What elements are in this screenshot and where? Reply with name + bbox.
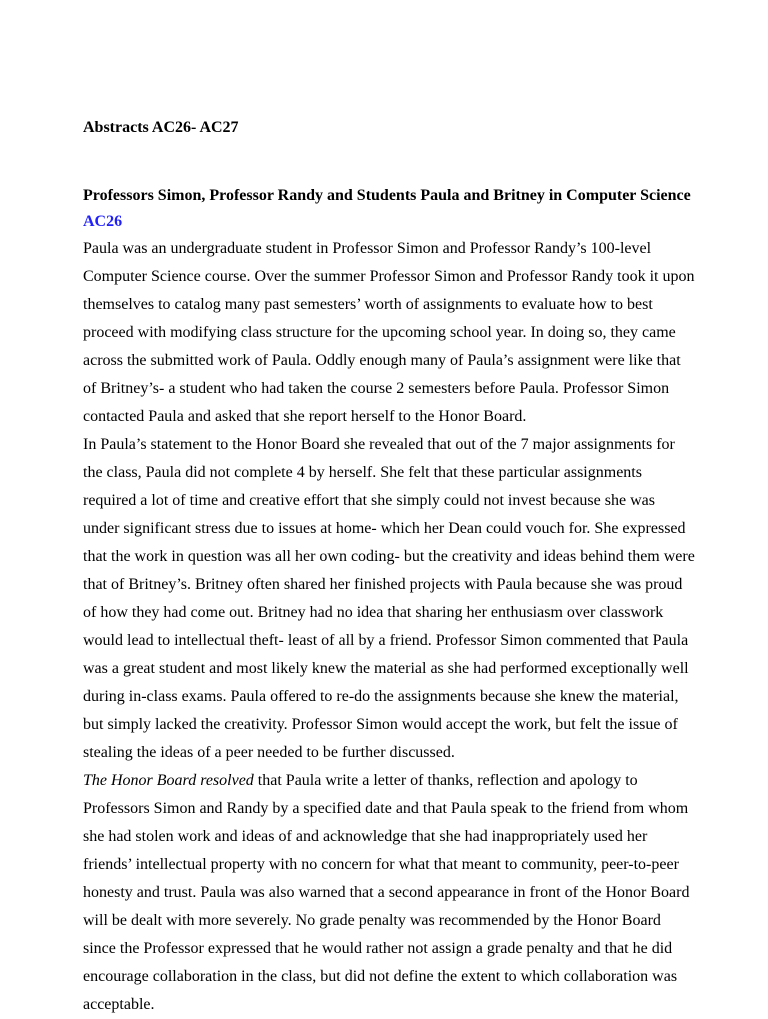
- case-paragraph-2: In Paula’s statement to the Honor Board she revealed that out of the 7 major assignments for the class, Paula did not complete 4 by herself. She felt that these particular assignments required a lot of time and creative effort that she simply could not invest because she was under significant stress due to issues at home- which her Dean could vouch for. She expressed that the work in question was all her own coding- but the creativity and ideas behind them were that of Britney’s. Britney often shared her finished projects with Paula because she was proud of how they had come out. Britney had no idea that sharing her enthusiasm over classwork would lead to intellectual theft- least of all by a friend. Professor Simon commented that Paula was a great student and most likely knew the material as she had performed exceptionally well during in-class exams. Paula offered to re-do the assignments because she knew the material, but simply lacked the creativity. Professor Simon would accept the work, but felt the issue of stealing the ideas of a peer needed to be further discussed.: [83, 436, 695, 761]
- resolution-lead: The Honor Board resolved: [83, 772, 254, 789]
- case-paragraph-1: Paula was an undergraduate student in Professor Simon and Professor Randy’s 100-level Computer Science course. Over the summer Professor Simon and Professor Randy took it upon themselves to catalog many past semesters’ worth of assignments to evaluate how to best proceed with modifying class structure for the upcoming school year. In doing so, they came across the submitted work of Paula. Oddly enough many of Paula’s assignment were like that of Britney’s- a student who had taken the course 2 semesters before Paula. Professor Simon contacted Paula and asked that she report herself to the Honor Board.: [83, 240, 695, 425]
- case-id-heading: AC26: [83, 213, 123, 230]
- case-paragraph-3: [83, 767, 695, 1019]
- document-page: [83, 115, 695, 1019]
- section-heading: Professors Simon, Professor Randy and Students Paula and Britney in Computer Science: [83, 187, 691, 204]
- resolution-text: that Paula write a letter of thanks, reflection and apology to Professors Simon and Randy by a specified date and that Paula speak to the friend from whom she had stolen work and ideas of and acknowledge that she had inappropriately used her friends’ intellectual property with no concern for what that meant to community, peer-to-peer honesty and trust. Paula was also warned that a second appearance in front of the Honor Board will be dealt with more severely. No grade penalty was recommended by the Honor Board since the Professor expressed that he would rather not assign a grade penalty and that he did encourage collaboration in the class, but did not define the extent to which collaboration was acceptable.: [83, 772, 690, 1013]
- document-title: Abstracts AC26- AC27: [83, 119, 239, 136]
